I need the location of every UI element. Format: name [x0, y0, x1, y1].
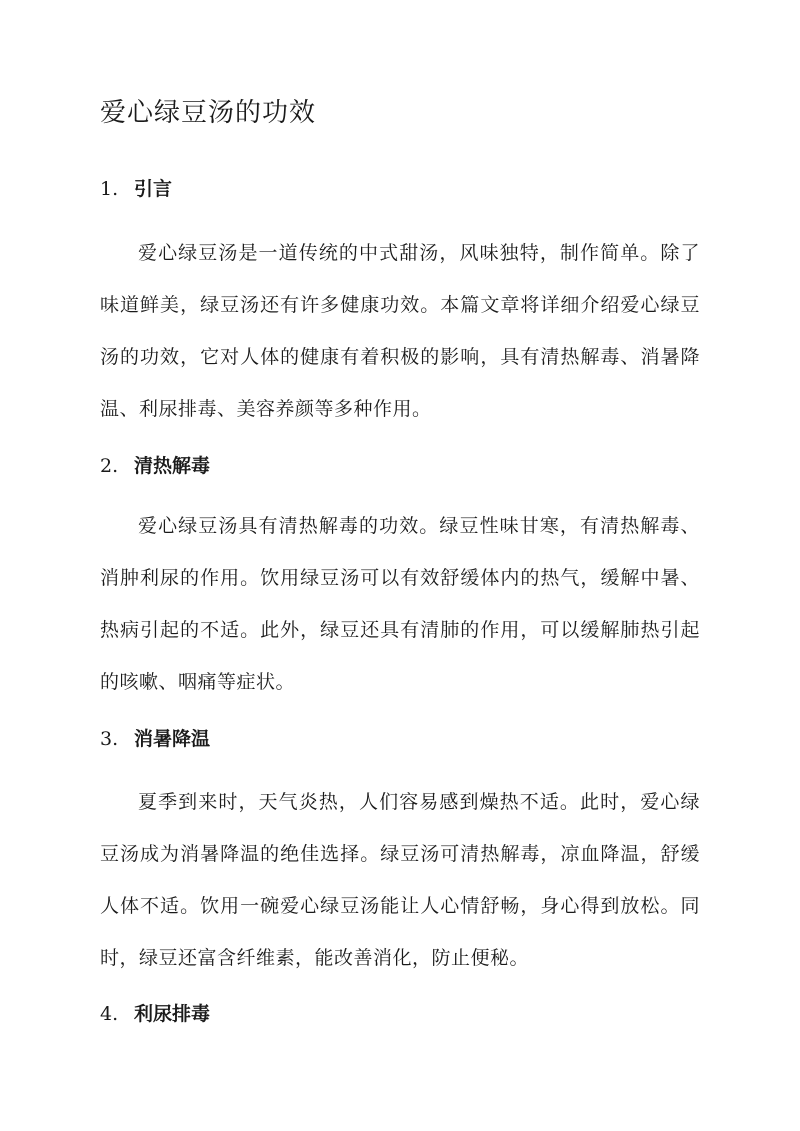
section-number: 2.	[100, 455, 119, 477]
section-paragraph-1: 爱心绿豆汤是一道传统的中式甜汤，风味独特，制作简单。除了味道鲜美，绿豆汤还有许多健康功效。本篇文章将详细介绍爱心绿豆汤的功效，它对人体的健康有着积极的影响，具有清热解毒、消暑降温、利尿排毒、美容养颜等多种作用。	[100, 242, 700, 420]
section-number: 4.	[100, 1003, 119, 1025]
document-title: 爱心绿豆汤的功效	[100, 98, 317, 128]
section-heading-2	[100, 451, 210, 478]
section-number: 3.	[100, 728, 119, 750]
section-heading-4	[100, 999, 210, 1026]
section-paragraph-3: 夏季到来时，天气炎热，人们容易感到燥热不适。此时，爱心绿豆汤成为消暑降温的绝佳选择。绿豆汤可清热解毒，凉血降温，舒缓人体不适。饮用一碗爱心绿豆汤能让人心情舒畅，身心得到放松。同时，绿豆还富含纤维素，能改善消化，防止便秘。	[100, 791, 700, 969]
section-title: 清热解毒	[134, 455, 211, 477]
section-title: 引言	[134, 178, 173, 200]
section-paragraph-2: 爱心绿豆汤具有清热解毒的功效。绿豆性味甘寒，有清热解毒、消肿利尿的作用。饮用绿豆汤可以有效舒缓体内的热气，缓解中暑、热病引起的不适。此外，绿豆还具有清肺的作用，可以缓解肺热引起的咳嗽、咽痛等症状。	[100, 515, 700, 693]
section-title: 消暑降温	[134, 728, 211, 750]
section-number: 1.	[100, 178, 119, 200]
section-title: 利尿排毒	[134, 1003, 211, 1025]
section-heading-1	[100, 174, 172, 201]
section-heading-3	[100, 724, 210, 751]
